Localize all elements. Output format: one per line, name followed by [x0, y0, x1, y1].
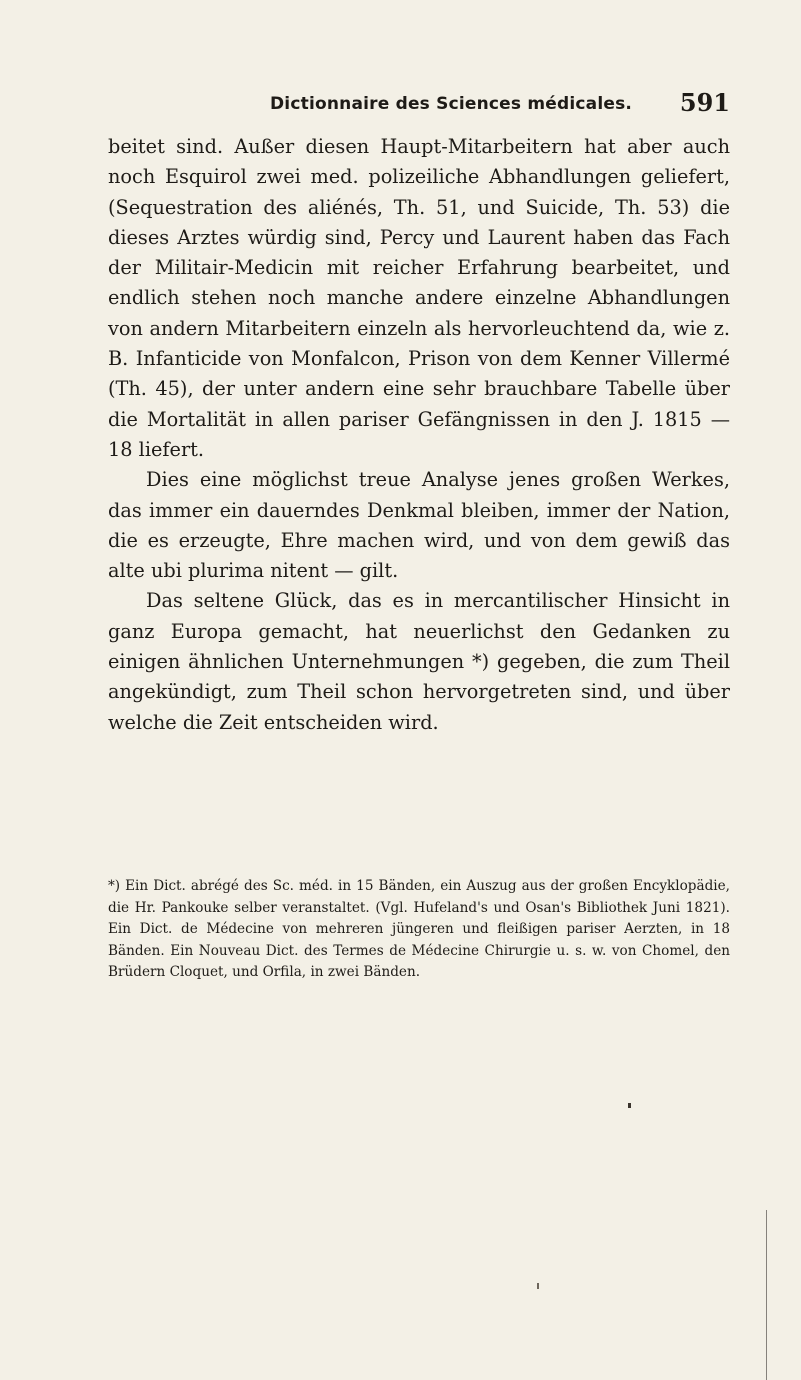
- paragraph-1: beitet sind. Außer diesen Haupt-Mitarbeitern hat aber auch noch Esquirol zwei med. polizeiliche Abhandlungen geliefert, (Sequestration des aliénés, Th. 51, und Suicide, Th. 53) die dieses Arztes würdig sind, Percy und Laurent haben das Fach der Militair-Medicin mit reicher Erfahrung bearbeitet, und endlich stehen noch manche andere einzelne Abhandlungen von andern Mitarbeitern einzeln als hervorleuchtend da, wie z. B. Infanticide von Monfalcon, Prison von dem Kenner Villermé (Th. 45), der unter andern eine sehr brauchbare Tabelle über die Mortalität in allen pariser Gefängnissen in den J. 1815 — 18 liefert.: [108, 135, 730, 461]
- main-text: [108, 132, 730, 738]
- running-title: Dictionnaire des Sciences médicales.: [270, 94, 633, 114]
- page-edge-line: [766, 1210, 767, 1380]
- ink-speck: [537, 1283, 539, 1289]
- page-number: 591: [679, 88, 730, 117]
- paragraph-3: Das seltene Glück, das es in mercantilischer Hinsicht in ganz Europa gemacht, hat neuerlichst den Gedanken zu einigen ähnlichen Unternehmungen *) gegeben, die zum Theil angekündigt, zum Theil schon hervorgetreten sind, und über welche die Zeit entscheiden wird.: [108, 589, 730, 734]
- running-header: [270, 88, 730, 124]
- footnote-text: *) Ein Dict. abrégé des Sc. méd. in 15 Bänden, ein Auszug aus der großen Encyklopädie, die Hr. Pankouke selber veranstaltet. (Vgl. Hufeland's und Osan's Bibliothek Juni 1821). Ein Dict. de Médecine von mehreren jüngeren und fleißigen pariser Aerzten, in 18 Bänden. Ein Nouveau Dict. des Termes de Médecine Chirurgie u. s. w. von Chomel, den Brüdern Cloquet, und Orfila, in zwei Bänden.: [108, 878, 730, 980]
- ink-speck: [628, 1103, 631, 1108]
- paragraph-2: Dies eine möglichst treue Analyse jenes großen Werkes, das immer ein dauerndes Denkmal bleiben, immer der Nation, die es erzeugte, Ehre machen wird, und von dem gewiß das alte ubi plurima nitent — gilt.: [108, 468, 730, 583]
- footnote: [108, 876, 730, 984]
